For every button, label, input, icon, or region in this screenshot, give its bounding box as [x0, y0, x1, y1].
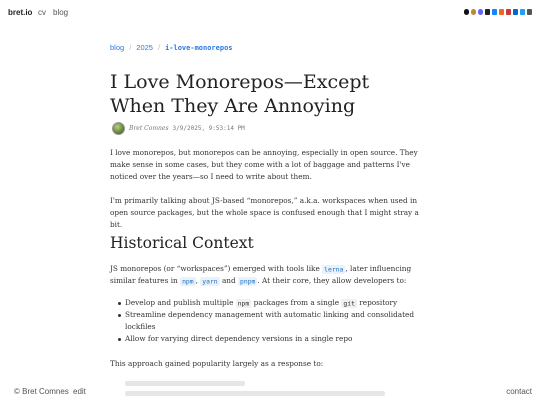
- breadcrumb-current[interactable]: i-love-monorepos: [165, 44, 233, 52]
- byline: [112, 121, 245, 135]
- bluesky-icon[interactable]: [492, 9, 498, 15]
- footer-contact-link[interactable]: contact: [506, 387, 532, 396]
- footer-copyright: © Bret Comnes: [14, 387, 69, 396]
- section-heading: Historical Context: [110, 234, 254, 252]
- breadcrumb-separator: /: [129, 43, 132, 52]
- text: and: [219, 276, 239, 285]
- author-avatar[interactable]: [112, 122, 125, 135]
- footer: [0, 385, 540, 399]
- post-title: I Love Monorepos—Except When They Are Annoying: [110, 71, 370, 117]
- list-item: Streamline dependency management with automatic linking and consolidated lockfiles: [125, 309, 425, 333]
- text: repository: [356, 298, 398, 307]
- footer-edit-link[interactable]: edit: [73, 387, 86, 396]
- paragraph-intro: I love monorepos, but monorepos can be annoying, especially in open source. They make sense in some cases, but they come with a lot of baggage and patterns I've noticed over the years—so I need to write about them.: [110, 148, 418, 181]
- breadcrumb-year[interactable]: 2025: [136, 43, 153, 52]
- text: , later influencing similar features in: [110, 264, 412, 285]
- nav-link-cv[interactable]: cv: [38, 8, 46, 17]
- breadcrumb: [110, 43, 233, 52]
- author-name[interactable]: Bret Comnes: [129, 124, 169, 132]
- mastodon-icon[interactable]: [478, 9, 484, 15]
- list-item: [125, 297, 425, 309]
- code-link-pnpm[interactable]: pnpm: [240, 277, 256, 285]
- theme-toggle-icon[interactable]: [464, 9, 470, 15]
- text: JS monorepos (or “workspaces”) emerged with tools like: [110, 264, 323, 273]
- npm-icon[interactable]: [506, 9, 512, 15]
- text: Develop and publish multiple: [125, 298, 236, 307]
- social-icons: [464, 9, 533, 15]
- nav-link-blog[interactable]: blog: [53, 8, 69, 17]
- code-link-yarn[interactable]: yarn: [202, 277, 218, 285]
- post-date: 3/9/2025, 9:53:14 PM: [172, 124, 245, 132]
- paragraph-scope: I'm primarily talking about JS-based “monorepos,” a.k.a. workspaces when used in open source packages, but the whole space is confused enough that I might stray a bit.: [110, 196, 419, 229]
- text: packages from a single: [251, 298, 342, 307]
- text: . At their core, they allow developers to:: [257, 276, 407, 285]
- code-link-npm[interactable]: npm: [182, 277, 194, 285]
- breadcrumb-blog[interactable]: blog: [110, 43, 125, 52]
- text: ,: [195, 276, 201, 285]
- breadcrumb-separator: /: [157, 43, 161, 52]
- rss-icon[interactable]: [499, 9, 505, 15]
- feature-list: [125, 297, 425, 345]
- site-brand-link[interactable]: bret.io: [8, 8, 33, 17]
- paragraph-popularity: This approach gained popularity largely as a response to:: [110, 359, 324, 368]
- code-npm: npm: [237, 299, 250, 307]
- top-nav: [0, 0, 540, 26]
- twitter-icon[interactable]: [520, 9, 526, 15]
- palette-icon[interactable]: [471, 9, 477, 15]
- list-item: Allow for varying direct dependency versions in a single repo: [125, 333, 425, 345]
- linkedin-icon[interactable]: [513, 9, 519, 15]
- email-icon[interactable]: [527, 9, 533, 15]
- code-git: git: [343, 299, 355, 307]
- paragraph-history: [110, 263, 428, 287]
- github-icon[interactable]: [485, 9, 491, 15]
- code-link-lerna[interactable]: lerna: [324, 265, 344, 273]
